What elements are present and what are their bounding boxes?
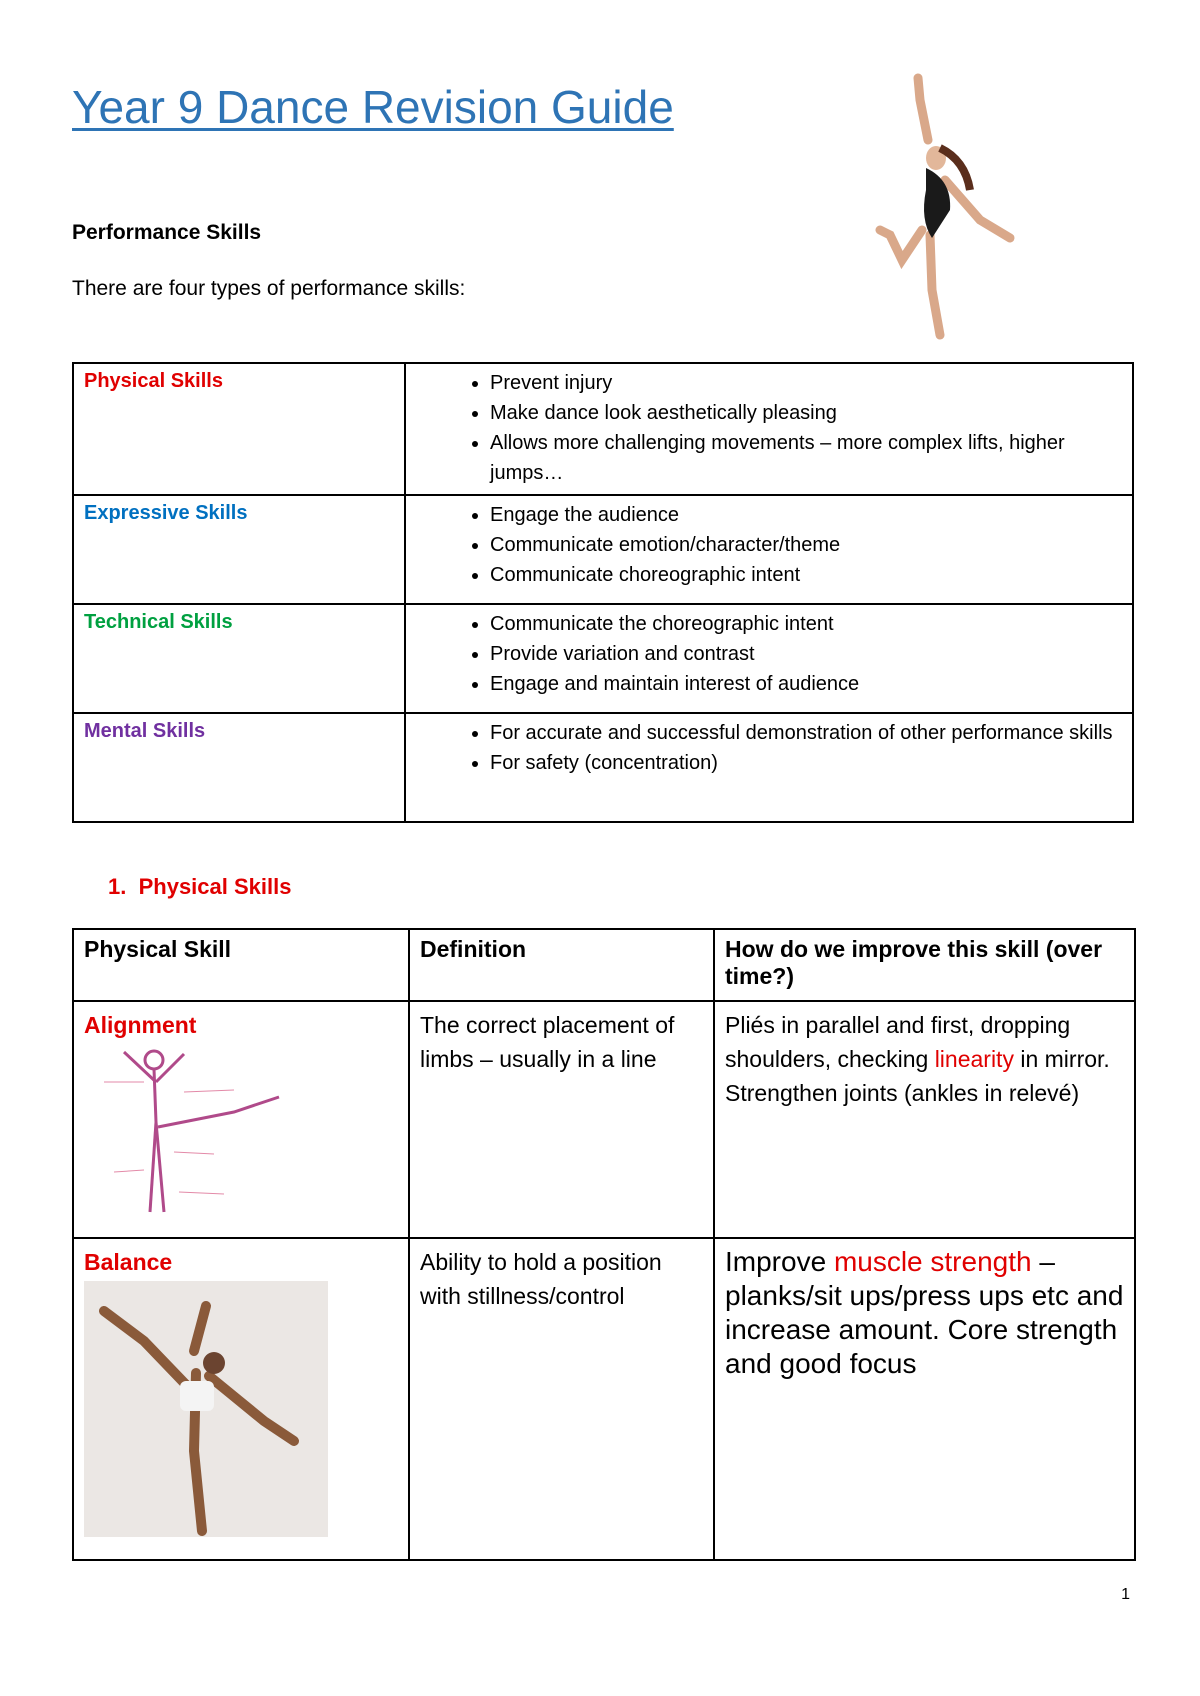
list-item: • Communicate the choreographic intent [490,609,1122,639]
physical-skills-heading [108,874,291,900]
list-item: • Communicate emotion/character/theme [490,530,1122,560]
improve-cell: Improve muscle strength – planks/sit ups/press ups etc and increase amount. Core strength and good focus [714,1238,1135,1560]
list-item: • Provide variation and contrast [490,639,1122,669]
table-row [73,604,1133,713]
list-item: • Make dance look aesthetically pleasing [490,398,1122,428]
page-title: Year 9 Dance Revision Guide [72,81,674,133]
column-header: Physical Skill [73,929,409,1001]
list-item: • Allows more challenging movements – more complex lifts, higher jumps… [490,428,1122,488]
page-number: 1 [1121,1586,1130,1603]
skill-label-physical: Physical Skills [73,363,405,495]
column-header: Definition [409,929,714,1001]
table-row [73,1001,1135,1238]
skill-label-expressive: Expressive Skills [73,495,405,604]
list-item: • Communicate choreographic intent [490,560,1122,590]
heading-text: Physical Skills [138,874,292,899]
list-item: • Engage the audience [490,500,1122,530]
table-row [73,713,1133,822]
performance-skills-table [72,362,1134,823]
skill-label-mental: Mental Skills [73,713,405,822]
definition-cell: Ability to hold a position with stillness/control [409,1238,714,1560]
table-row [73,495,1133,604]
definition-cell: The correct placement of limbs – usually in a line [409,1001,714,1238]
alignment-diagram [84,1042,284,1222]
skill-label-technical: Technical Skills [73,604,405,713]
list-item: • Prevent injury [490,368,1122,398]
list-item: • For accurate and successful demonstration of other performance skills [490,718,1122,748]
balance-photo [84,1281,328,1537]
table-row [73,363,1133,495]
list-item: • For safety (concentration) [490,748,1122,778]
column-header: How do we improve this skill (over time?) [714,929,1135,1001]
list-item: • Engage and maintain interest of audience [490,669,1122,699]
dancer-image [840,70,1020,350]
heading-number: 1. [108,874,127,899]
table-row [73,1238,1135,1560]
improve-cell: Pliés in parallel and first, dropping shoulders, checking linearity in mirror. Strengthen joints (ankles in relevé) [714,1001,1135,1238]
skill-name: Balance [84,1249,173,1275]
physical-skills-table [72,928,1136,1561]
intro-text: There are four types of performance skills: [72,277,466,300]
table-header-row [73,929,1135,1001]
section-heading: Performance Skills [72,221,262,244]
skill-name: Alignment [84,1012,197,1038]
